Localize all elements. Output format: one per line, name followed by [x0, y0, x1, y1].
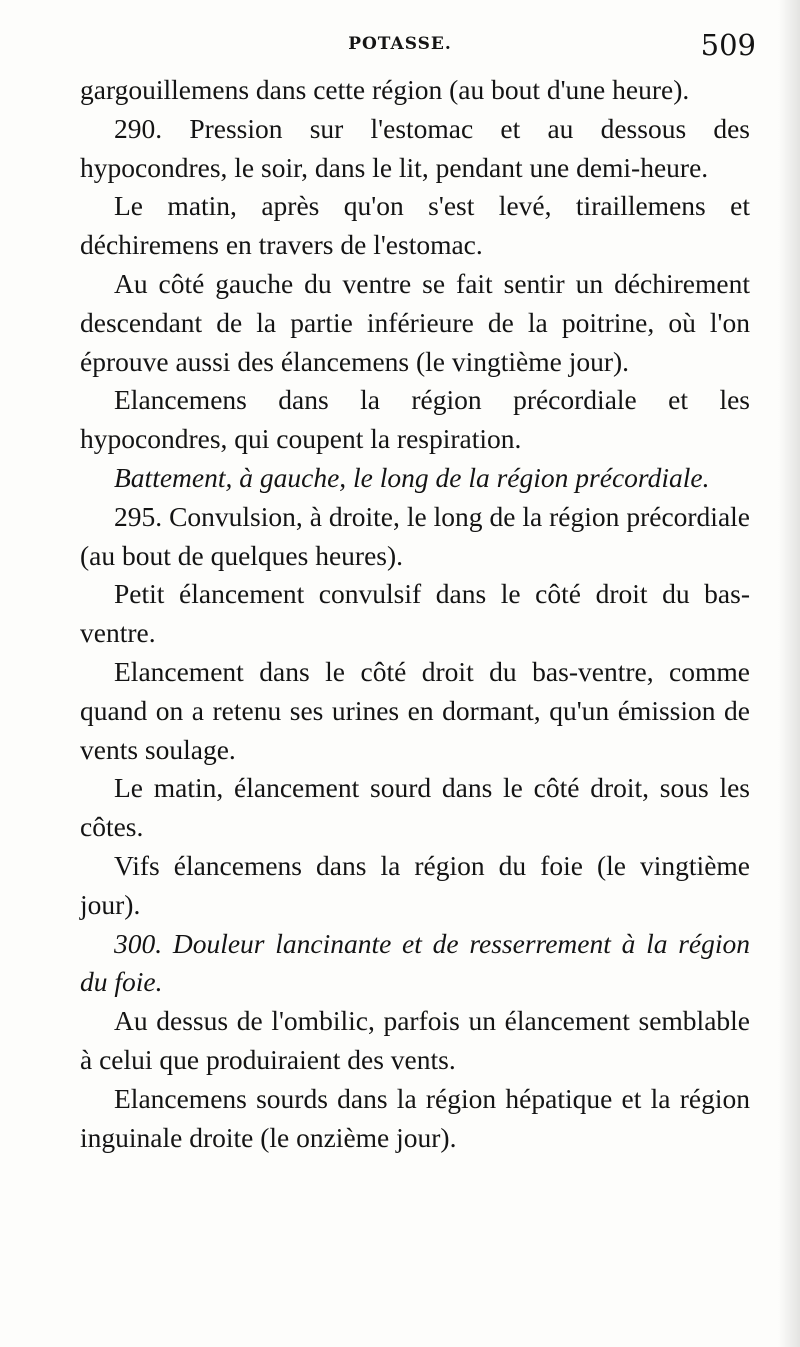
paragraph: Battement, à gauche, le long de la région précordiale. — [114, 461, 710, 493]
paragraph: Le matin, après qu'on s'est levé, tiraillemens et déchiremens en travers de l'estomac. — [80, 190, 750, 261]
paragraph: Vifs élancemens dans la région du foie (le vingtième jour). — [80, 849, 750, 920]
paragraph: Elancemens dans la région précordiale et les hypocondres, qui coupent la respiration. — [80, 384, 750, 455]
paragraph: Au côté gauche du ventre se fait sentir un déchirement descendant de la partie inférieure de la poitrine, où l'on éprouve aussi des élancemens (le vingtième jour). — [80, 267, 750, 377]
paragraph: gargouillemens dans cette région (au bout d'une heure). — [80, 74, 690, 105]
body-text — [80, 71, 750, 1157]
running-head: POTASSE. — [348, 34, 452, 54]
paragraph: Petit élancement convulsif dans le côté droit du bas-ventre. — [80, 578, 750, 649]
page-edge-shadow — [778, 0, 800, 1347]
paragraph: Elancemens sourds dans la région hépatique et la région inguinale droite (le onzième jour). — [80, 1082, 750, 1153]
paragraph: 295. Convulsion, à droite, le long de la région précordiale (au bout de quelques heures). — [80, 500, 750, 571]
paragraph: Au dessus de l'ombilic, parfois un élancement semblable à celui que produiraient des vents. — [80, 1005, 750, 1075]
page-number: 509 — [700, 28, 756, 62]
paragraph: Elancement dans le côté droit du bas-ventre, comme quand on a retenu ses urines en dormant, qu'un émission de vents soulage. — [80, 655, 750, 765]
paragraph: 290. Pression sur l'estomac et au dessous des hypocondres, le soir, dans le lit, pendant une demi-heure. — [80, 112, 750, 183]
paragraph: Le matin, élancement sourd dans le côté droit, sous les côtes. — [80, 772, 750, 843]
paragraph: 300. Douleur lancinante et de resserrement à la région du foie. — [80, 927, 750, 998]
page-header — [0, 28, 800, 68]
